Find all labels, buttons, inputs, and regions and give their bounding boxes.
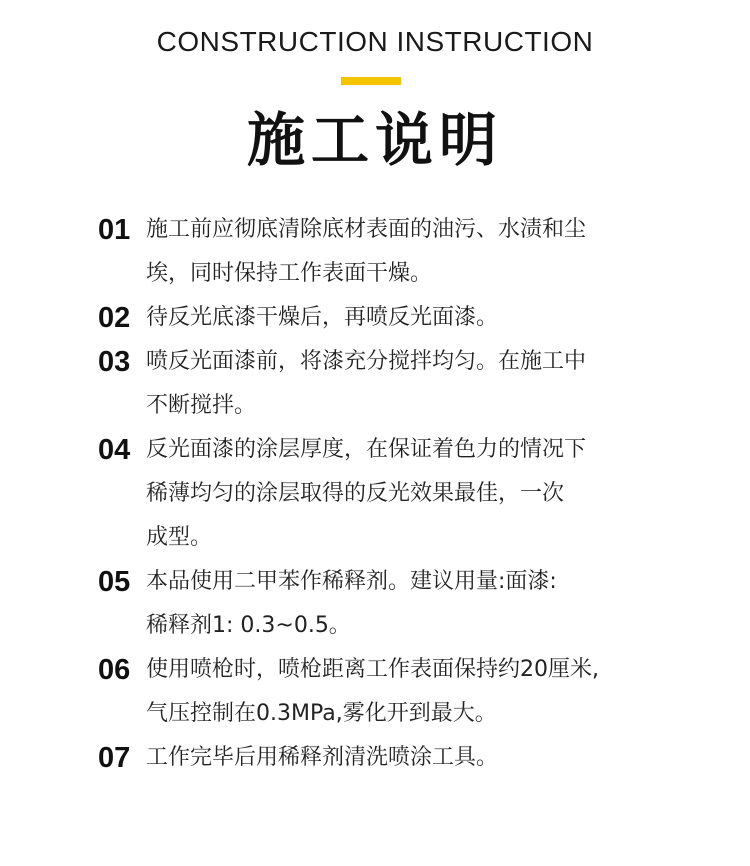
instruction-item (98, 648, 718, 736)
instruction-item (98, 340, 718, 428)
step-text (146, 648, 718, 736)
step-text (146, 296, 718, 340)
step-number: 04 (98, 434, 131, 466)
step-text-line: 本品使用二甲苯作稀释剂。建议用量:面漆: (146, 569, 557, 594)
step-text-line: 使用喷枪时，喷枪距离工作表面保持约20厘米, (146, 657, 599, 682)
step-number: 06 (98, 654, 131, 686)
step-text-line: 喷反光面漆前，将漆充分搅拌均匀。在施工中 (146, 349, 587, 374)
step-text-line: 成型。 (146, 525, 213, 550)
step-text-line: 稀薄均匀的涂层取得的反光效果最佳，一次 (146, 481, 565, 506)
step-text-line: 工作完毕后用稀释剂清洗喷涂工具。 (146, 745, 499, 770)
instruction-item (98, 208, 718, 296)
step-number: 01 (98, 214, 131, 246)
instruction-list (98, 208, 718, 780)
step-number: 02 (98, 302, 131, 334)
step-text-line: 稀释剂1: 0.3~0.5。 (146, 613, 351, 638)
step-text-line: 待反光底漆干燥后，再喷反光面漆。 (146, 305, 499, 330)
instruction-item (98, 560, 718, 648)
step-text-line: 不断搅拌。 (146, 393, 257, 418)
step-number: 03 (98, 346, 131, 378)
step-text (146, 208, 718, 296)
step-number: 05 (98, 566, 131, 598)
step-text-line: 气压控制在0.3MPa,雾化开到最大。 (146, 701, 497, 726)
instruction-item (98, 428, 718, 560)
instruction-item (98, 296, 718, 340)
step-text (146, 340, 718, 428)
step-text (146, 736, 718, 780)
instruction-item (98, 736, 718, 780)
section-subtitle: CONSTRUCTION INSTRUCTION (156, 26, 594, 57)
accent-bar (341, 77, 401, 85)
step-text (146, 560, 718, 648)
step-number: 07 (98, 742, 131, 774)
step-text (146, 428, 718, 560)
step-text-line: 埃，同时保持工作表面干燥。 (146, 261, 433, 286)
page-title: 施工说明 (246, 106, 503, 174)
step-text-line: 反光面漆的涂层厚度，在保证着色力的情况下 (146, 437, 587, 462)
step-text-line: 施工前应彻底清除底材表面的油污、水渍和尘 (146, 217, 587, 242)
